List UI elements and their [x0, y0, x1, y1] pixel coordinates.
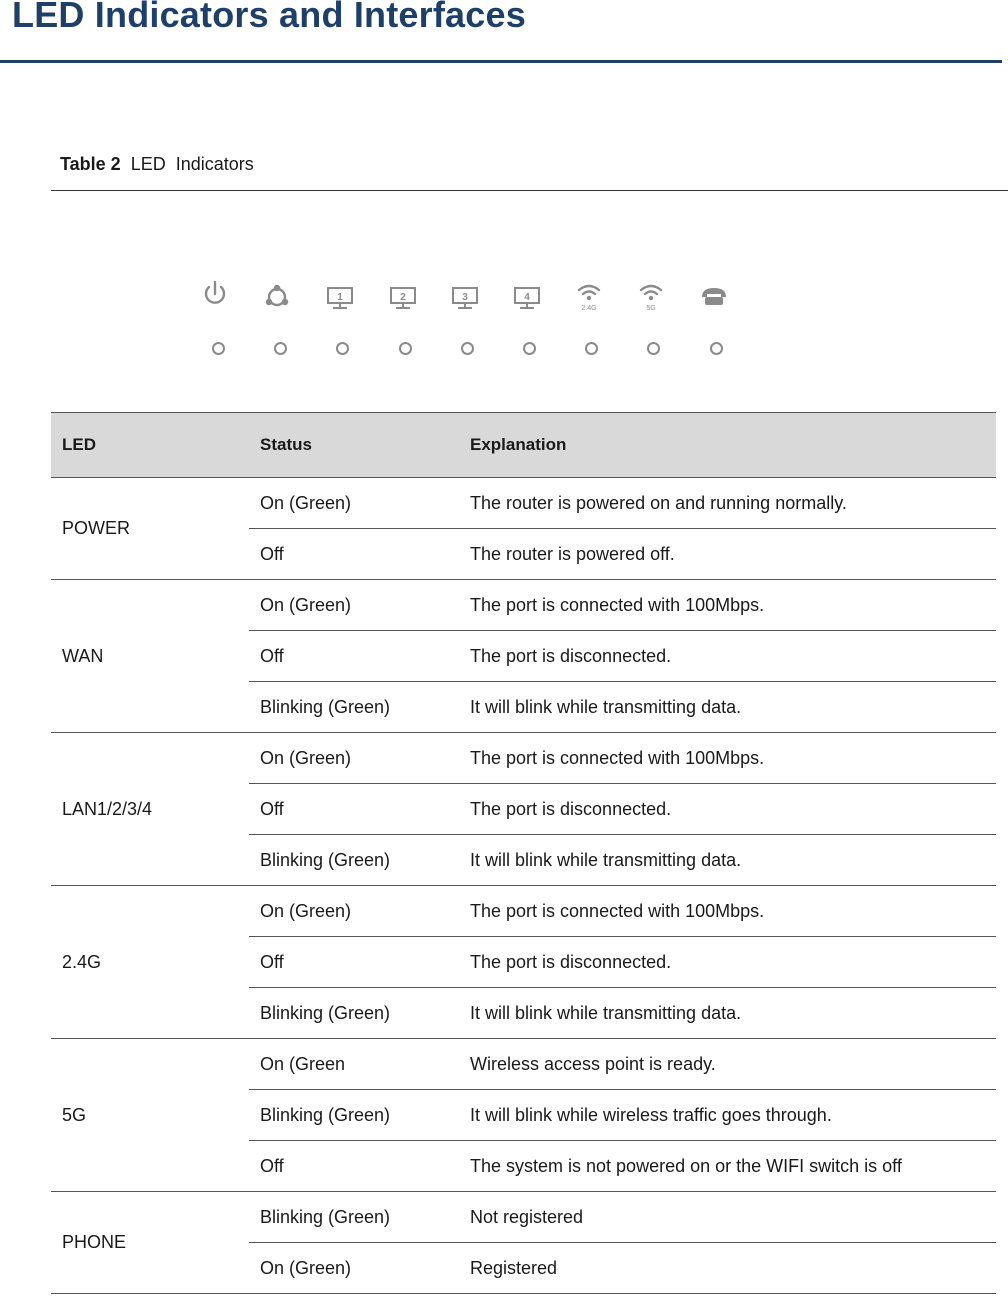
status-cell: Blinking (Green)	[249, 682, 459, 733]
led-light-icon	[212, 342, 225, 355]
led-indicator	[633, 275, 673, 365]
status-cell: On (Green	[249, 1039, 459, 1090]
lan-icon	[322, 275, 362, 315]
led-light-icon	[523, 342, 536, 355]
explanation-cell: It will blink while wireless traffic goes through.	[459, 1090, 996, 1141]
wifi-icon	[571, 275, 611, 315]
led-light-icon	[585, 342, 598, 355]
table-caption-label: Table 2	[60, 154, 121, 174]
explanation-cell: The port is connected with 100Mbps.	[459, 733, 996, 784]
status-cell: Off	[249, 1141, 459, 1192]
explanation-cell: The port is disconnected.	[459, 631, 996, 682]
led-light-icon	[710, 342, 723, 355]
status-cell: On (Green)	[249, 478, 459, 529]
table-row	[51, 886, 996, 937]
led-light-icon	[461, 342, 474, 355]
phone-icon	[696, 275, 736, 315]
led-indicator	[198, 275, 238, 365]
explanation-cell: Wireless access point is ready.	[459, 1039, 996, 1090]
header-explanation: Explanation	[459, 413, 996, 478]
explanation-cell: Not registered	[459, 1192, 996, 1243]
led-name-cell: WAN	[51, 580, 249, 733]
status-cell: Blinking (Green)	[249, 1090, 459, 1141]
status-cell: Off	[249, 631, 459, 682]
wifi-band-label: 2.4G	[581, 305, 597, 312]
header-led: LED	[51, 413, 249, 478]
led-name-cell: 2.4G	[51, 886, 249, 1039]
status-cell: Blinking (Green)	[249, 988, 459, 1039]
explanation-cell: The port is disconnected.	[459, 937, 996, 988]
wifi-icon	[633, 275, 673, 315]
lan-icon	[509, 275, 549, 315]
lan-icon	[385, 275, 425, 315]
status-cell: Blinking (Green)	[249, 1192, 459, 1243]
status-cell: On (Green)	[249, 733, 459, 784]
explanation-cell: The port is connected with 100Mbps.	[459, 886, 996, 937]
explanation-cell: The system is not powered on or the WIFI switch is off	[459, 1141, 996, 1192]
status-cell: On (Green)	[249, 580, 459, 631]
led-indicator	[447, 275, 487, 365]
explanation-cell: The port is connected with 100Mbps.	[459, 580, 996, 631]
explanation-cell: It will blink while transmitting data.	[459, 988, 996, 1039]
explanation-cell: It will blink while transmitting data.	[459, 682, 996, 733]
led-light-icon	[336, 342, 349, 355]
explanation-cell: Registered	[459, 1243, 996, 1294]
status-cell: Off	[249, 937, 459, 988]
status-cell: Blinking (Green)	[249, 835, 459, 886]
table-row	[51, 580, 996, 631]
wan-icon	[260, 275, 300, 315]
explanation-cell: It will blink while transmitting data.	[459, 835, 996, 886]
page-title: LED Indicators and Interfaces	[12, 0, 526, 35]
led-panel-illustration	[180, 275, 740, 365]
table-row	[51, 733, 996, 784]
led-name-cell: 5G	[51, 1039, 249, 1192]
explanation-cell: The router is powered off.	[459, 529, 996, 580]
led-indicator	[509, 275, 549, 365]
led-indicator	[260, 275, 300, 365]
power-icon	[198, 275, 238, 315]
led-indicator	[696, 275, 736, 365]
lan-port-number: 2	[399, 292, 406, 303]
led-name-cell: PHONE	[51, 1192, 249, 1294]
lan-port-number: 4	[524, 292, 530, 303]
caption-divider	[51, 190, 1008, 191]
led-light-icon	[399, 342, 412, 355]
status-cell: Off	[249, 529, 459, 580]
table-header-row	[51, 413, 996, 478]
led-light-icon	[647, 342, 660, 355]
lan-icon	[447, 275, 487, 315]
table-row	[51, 1039, 996, 1090]
status-cell: On (Green)	[249, 1243, 459, 1294]
led-indicators-table	[51, 412, 996, 1294]
explanation-cell: The port is disconnected.	[459, 784, 996, 835]
title-divider	[0, 60, 1002, 63]
led-indicator	[322, 275, 362, 365]
lan-port-number: 1	[337, 292, 344, 303]
led-indicator	[571, 275, 611, 365]
table-caption	[60, 154, 254, 175]
status-cell: On (Green)	[249, 886, 459, 937]
led-indicator	[385, 275, 425, 365]
table-body	[51, 478, 996, 1294]
led-light-icon	[274, 342, 287, 355]
explanation-cell: The router is powered on and running normally.	[459, 478, 996, 529]
table-row	[51, 478, 996, 529]
header-status: Status	[249, 413, 459, 478]
table-row	[51, 1192, 996, 1243]
wifi-band-label: 5G	[646, 305, 657, 312]
led-name-cell: POWER	[51, 478, 249, 580]
table-caption-text: LED Indicators	[130, 154, 254, 174]
status-cell: Off	[249, 784, 459, 835]
led-name-cell: LAN1/2/3/4	[51, 733, 249, 886]
lan-port-number: 3	[462, 292, 468, 303]
